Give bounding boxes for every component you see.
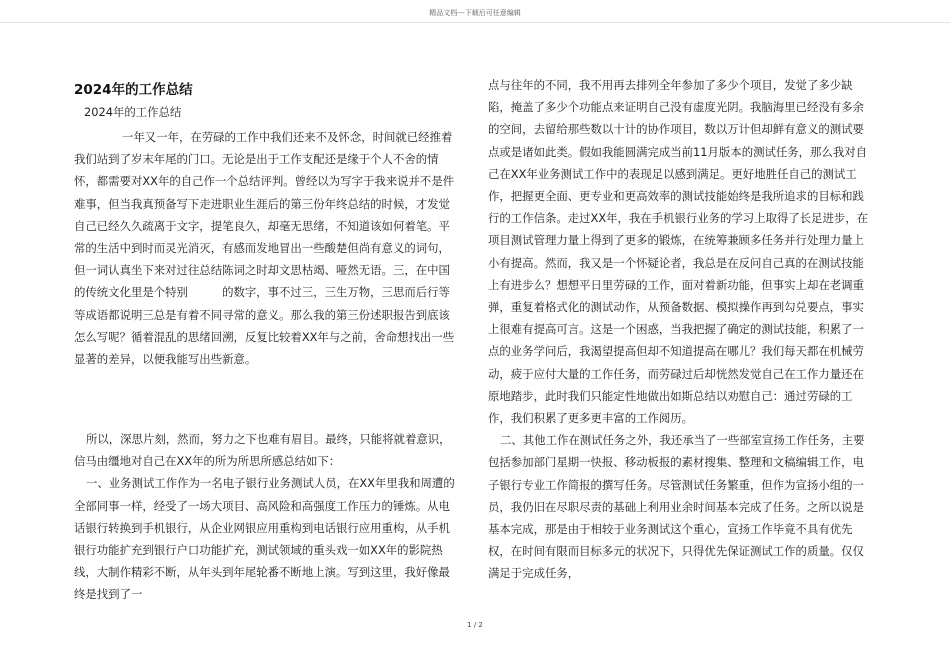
paragraph-right-1: 点与往年的不同，我不用再去排列全年参加了多少个项目，发觉了多少缺陷，掩盖了多少个功能点来证明自己没有虚度光阴。我脑海里已经没有多余的空间，去留给那些数以十计的协作项目，数以万计但却鲜有意义的测试要点或是诸如此类。假如我能圆满完成当前11月版本的测试任务，那么我对自己在XX年业务测试工作中的表现足以感到满足。更好地胜任自己的测试工作，把握更全面、更专业和更高效率的测试技能始终是我所追求的目标和践行的工作信条。走过XX年，我在手机银行业务的学习上取得了长足进步，在项目测试管理力量上得到了更多的锻炼，在统筹兼顾多任务并行处理力量上小有提高。然而，我又是一个怀疑论者，我总是在反问自己真的在测试技能上有进步么？想想平日里劳碌的工作，面对着新功能，但事实上却在老调重弹，重复着格式化的测试动作，从预备数据、模拟操作再到勾兑要点，事实上很难有提高可言。这是一个困惑，当我把握了确定的测试技能，积累了一点的业务学问后，我渴望提高但却不知道提高在哪儿？我们每天都在机械劳动，疲于应付大量的工作任务，而劳碌过后却恍然发觉自己在工作力量还在原地踏步，此时我们只能定性地做出如斯总结以劝慰自己：通过劳碌的工作，我们积累了更多更丰富的工作阅历。 bbox=[488, 78, 869, 426]
paragraph-2: 所以，深思片刻，然而，努力之下也难有眉目。最终，只能将就着意识，信马由缰地对自己在XX年的所为所思所感总结如下： bbox=[74, 432, 451, 469]
paragraph-1: 一年又一年，在劳碌的工作中我们还来不及怀念，时间就已经推着我们站到了岁末年尾的门口。无论是出于工作支配还是缘于个人不舍的情怀，都需要对XX年的自己作一个总结评判。曾经以为写字于我来说并不是件难事，但当我真预备写下走进职业生涯后的第三份年终总结的时候，才发觉自己已经久久疏离于文字，提笔良久，却毫无思绪，不知道该如何着笔。平常的生活中到时而灵光消灭，有感而发地冒出一些酸楚但尚有意义的词句，但一词认真坐下来对过往总结陈词之时却文思枯竭、哑然无语。三，在中国的传统文化里是个特别 的数字，事不过三，三生万物，三思而后行等等成语都说明三总是有着不同寻常的意义。那么我的第三份述职报告到底该怎么写呢？循着混乱的思绪回溯，反复比较着XX年与之前，舍命想找出一些显著的差异，以便我能写出些新意。 bbox=[74, 130, 455, 367]
body-left-bottom bbox=[74, 428, 460, 606]
body-left-top bbox=[74, 126, 460, 370]
header-divider bbox=[0, 22, 950, 23]
paragraph-right-2: 二、其他工作在测试任务之外，我还承当了一些部室宣扬工作任务，主要包括参加部门星期一快报、移动板报的素材搜集、整理和文稿编辑工作，电子银行专业工作简报的撰写任务。尽管测试任务繁重，但作为宣扬小组的一员，我仍旧在尽职尽责的基础上利用业余时间基本完成了任务。之所以说是基本完成，那是由于相较于业务测试这个重心，宣扬工作毕竟不具有优先权，在时间有限而目标多元的状况下，只得优先保证测试工作的质量。仅仅满足于完成任务， bbox=[488, 433, 865, 581]
document-subtitle: 2024年的工作总结 bbox=[84, 105, 182, 119]
body-right-column bbox=[488, 74, 874, 585]
document-title: 2024年的工作总结 bbox=[74, 82, 193, 98]
page-number: 1 / 2 bbox=[467, 621, 483, 629]
paragraph-3: 一、业务测试工作作为一名电子银行业务测试人员，在XX年里我和周遭的全部同事一样，经受了一场大项目、高风险和高强度工作压力的锤炼。从电话银行转换到手机银行，从企业网银应用重构到电话银行应用重构，从手机银行功能扩充到银行户口功能扩充，测试领域的重头戏一如XX年的影院热线，大制作精彩不断，从年头到年尾轮番不断地上演。写到这里，我好像最终是找到了一 bbox=[74, 476, 455, 602]
header-note: 精品文档---下载后可任意编辑 bbox=[429, 9, 521, 17]
